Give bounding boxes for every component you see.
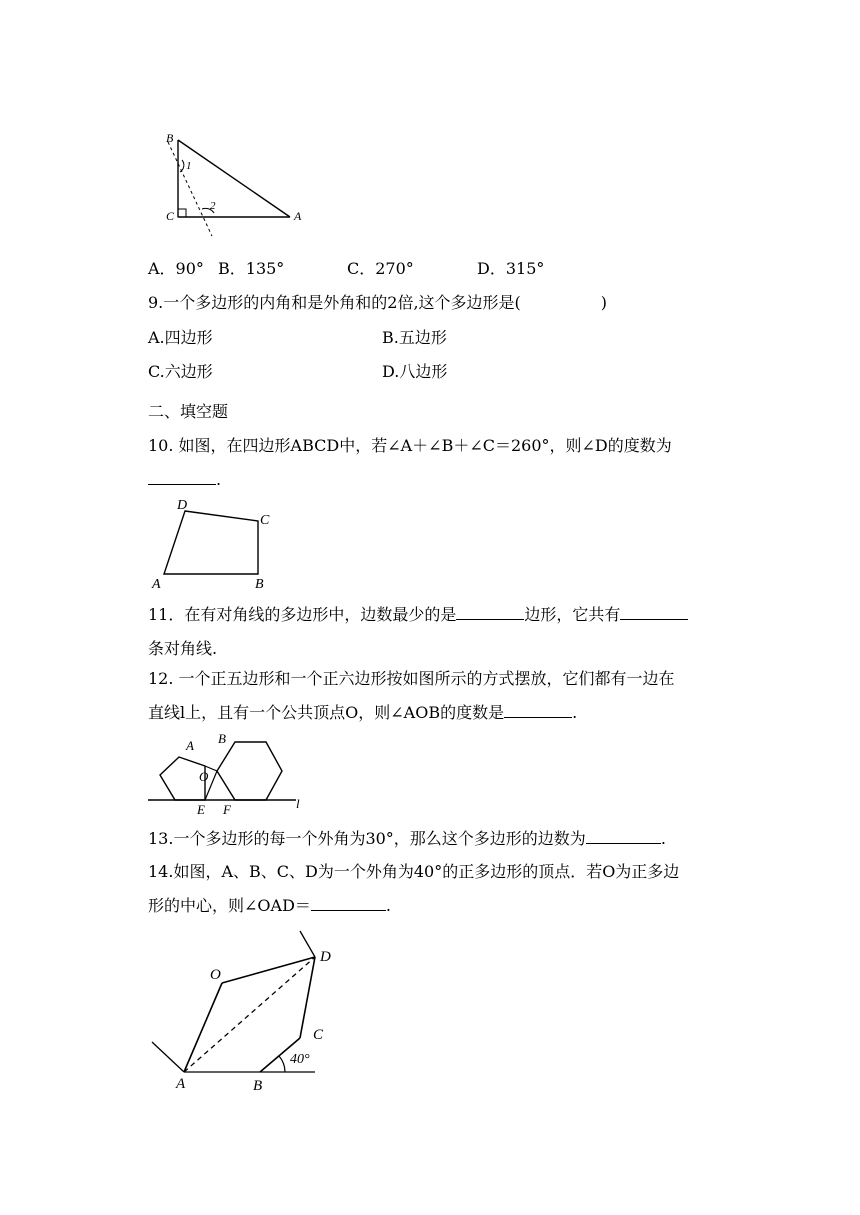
q8-option-c: C．270° xyxy=(347,259,414,278)
q14-stem: 14.如图，A、B、C、D为一个外角为40°的正多边形的顶点．若O为正多边 xyxy=(148,862,680,881)
q11-text-1: 11．在有对角线的多边形中，边数最少的是 xyxy=(148,605,457,624)
angle-label-40: 40° xyxy=(290,1052,310,1067)
q14-period: . xyxy=(385,896,392,915)
q9-option-b: B.五边形 xyxy=(382,328,447,347)
q14-regular-polygon-figure xyxy=(150,925,350,1095)
vertex-label-o: O xyxy=(210,967,221,983)
q13-answer-blank[interactable] xyxy=(586,829,661,844)
vertex-label-a: A xyxy=(186,738,194,753)
q12-answer-line xyxy=(148,703,577,723)
vertex-label-b: B xyxy=(166,131,174,145)
q8-option-d: D．315° xyxy=(477,259,545,278)
q11-text-2: 边形，它共有 xyxy=(524,605,621,624)
q10-quadrilateral-figure xyxy=(148,496,288,591)
q10-answer-line xyxy=(148,470,221,490)
vertex-label-b: B xyxy=(253,1078,263,1094)
vertex-label-o: O xyxy=(199,769,209,784)
q11-line2: 条对角线. xyxy=(148,639,218,658)
vertex-label-c: C xyxy=(260,513,270,528)
q9-stem: 9.一个多边形的内角和是外角和的2倍,这个多边形是( ) xyxy=(148,293,608,312)
q13-text: 13.一个多边形的每一个外角为30°，那么这个多边形的边数为 xyxy=(148,829,586,848)
q12-answer-blank[interactable] xyxy=(504,703,572,718)
line-label-l: l xyxy=(296,796,300,811)
q14-answer-line xyxy=(148,896,391,916)
q9-option-d: D.八边形 xyxy=(382,362,448,381)
q12-stem: 12. 一个正五边形和一个正六边形按如图所示的方式摆放，它们都有一边在 xyxy=(148,669,675,688)
section-title: 二、填空题 xyxy=(148,402,229,421)
q11-blank-2[interactable] xyxy=(620,605,688,620)
q11-stem xyxy=(148,605,688,625)
q8-option-b: B．135° xyxy=(218,259,285,278)
vertex-label-a: A xyxy=(152,577,161,591)
vertex-label-c: C xyxy=(166,209,175,223)
vertex-label-a: A xyxy=(176,1076,186,1092)
vertex-label-b: B xyxy=(255,577,264,591)
q11-blank-1[interactable] xyxy=(456,605,524,620)
q13-stem xyxy=(148,829,666,849)
q9-option-c: C.六边形 xyxy=(148,362,213,381)
vertex-label-a: A xyxy=(294,209,302,223)
q10-answer-blank[interactable] xyxy=(148,470,216,485)
angle-label-1: 1 xyxy=(186,160,192,172)
q13-period: . xyxy=(660,829,666,848)
q12-polygons-figure xyxy=(146,730,316,818)
q14-text: 形的中心，则∠OAD＝ xyxy=(148,896,311,915)
vertex-label-b: B xyxy=(218,731,226,746)
q8-option-a: A．90° xyxy=(148,259,204,278)
q12-period: . xyxy=(572,703,578,722)
q8-triangle-figure xyxy=(150,122,330,247)
q10-period: . xyxy=(216,470,222,489)
q12-text: 直线l上，且有一个公共顶点O，则∠AOB的度数是 xyxy=(148,703,505,722)
q9-option-a: A.四边形 xyxy=(148,328,213,347)
vertex-label-e: E xyxy=(197,802,205,817)
vertex-label-d: D xyxy=(320,949,331,965)
angle-label-2: 2 xyxy=(210,200,216,212)
vertex-label-f: F xyxy=(223,802,231,817)
q14-answer-blank[interactable] xyxy=(311,896,386,911)
vertex-label-d: D xyxy=(177,498,188,513)
vertex-label-c: C xyxy=(313,1027,324,1043)
q10-stem: 10. 如图，在四边形ABCD中，若∠A＋∠B＋∠C＝260°，则∠D的度数为 xyxy=(148,436,672,455)
